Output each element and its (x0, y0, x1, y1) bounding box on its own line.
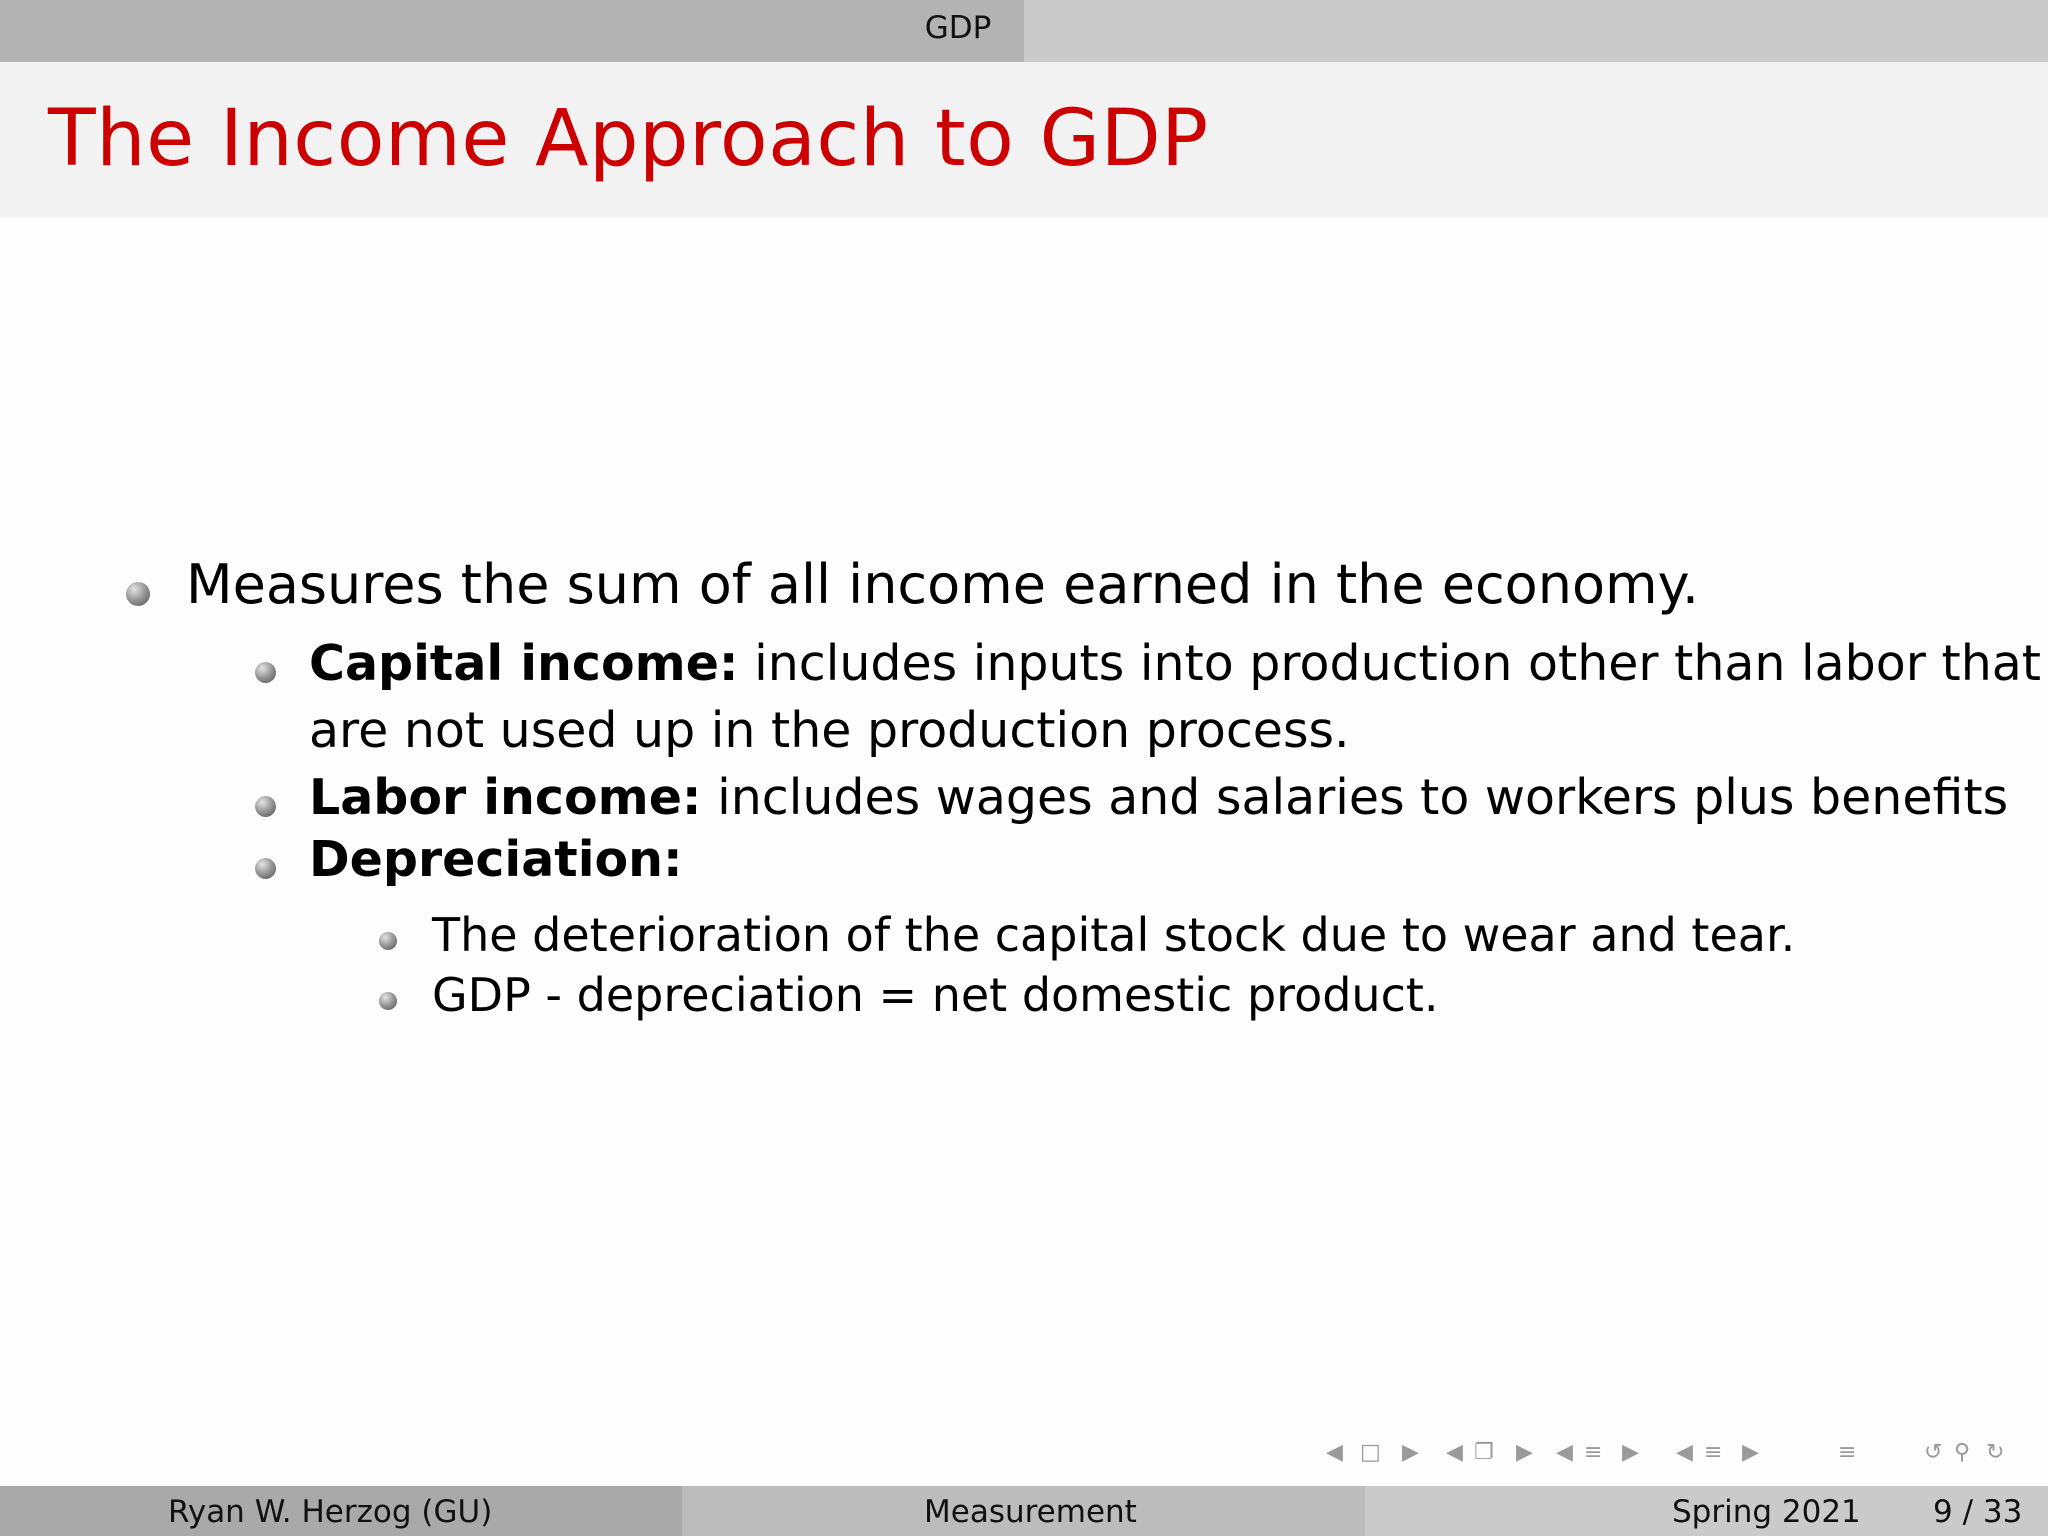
bullet-level2 (255, 796, 276, 817)
item-net-domestic-product: GDP - depreciation = net domestic product. (432, 968, 1439, 1022)
bullet-level3 (379, 932, 397, 950)
item-income-sum: Measures the sum of all income earned in the economy. (186, 553, 1700, 616)
nav-prev-subsection-icon[interactable]: ◀ (1446, 1440, 1463, 1465)
nav-toc-icon[interactable]: ≡ (1838, 1440, 1857, 1465)
footer-author: Ryan W. Herzog (GU) (168, 1494, 493, 1530)
item-labor-income (309, 769, 2009, 826)
nav-section-icon[interactable]: ≡ (1584, 1440, 1603, 1465)
item-capital-income (309, 635, 2041, 692)
bullet-level3 (379, 992, 397, 1010)
bullet-level1 (126, 582, 150, 606)
nav-next-subsection-icon[interactable]: ▶ (1516, 1440, 1533, 1465)
capital-income-text: includes inputs into production other than labor that (754, 635, 2041, 692)
frame-title: The Income Approach to GDP (48, 94, 1209, 184)
nav-prev-frame-icon[interactable]: ◀ (1326, 1440, 1343, 1465)
section-label-gdp[interactable]: GDP (924, 10, 992, 46)
footer-title: Measurement (924, 1494, 1137, 1530)
section-navigation-bar (0, 0, 2048, 62)
nav-next-frame-icon[interactable]: ▶ (1402, 1440, 1419, 1465)
nav-document-icon[interactable]: ≡ (1704, 1440, 1723, 1465)
footer-author-box (0, 1486, 682, 1536)
item-depreciation-definition: The deterioration of the capital stock due to wear and tear. (432, 908, 1796, 962)
nav-subsection-icon[interactable]: ❐ (1474, 1440, 1494, 1465)
labor-income-text: includes wages and salaries to workers plus benefits (717, 769, 2009, 826)
nav-undo-icon[interactable]: ↺ (1924, 1440, 1943, 1465)
labor-income-label: Labor income: (309, 769, 702, 826)
nav-next-section-icon[interactable]: ▶ (1622, 1440, 1639, 1465)
frame-title-band (0, 62, 2048, 218)
nav-frame-icon[interactable]: □ (1360, 1440, 1381, 1465)
footer-date: Spring 2021 (1672, 1494, 1861, 1530)
nav-next-document-icon[interactable]: ▶ (1742, 1440, 1759, 1465)
item-depreciation: Depreciation: (309, 831, 683, 888)
capital-income-continuation: are not used up in the production process. (309, 702, 1350, 759)
bullet-level2 (255, 858, 276, 879)
slide-content (0, 218, 2048, 1486)
nav-search-icon[interactable]: ⚲ (1954, 1440, 1971, 1465)
nav-prev-document-icon[interactable]: ◀ (1676, 1440, 1693, 1465)
footline (0, 1486, 2048, 1536)
nav-prev-section-icon[interactable]: ◀ (1556, 1440, 1573, 1465)
bullet-level2 (255, 662, 276, 683)
footer-date-box (1365, 1486, 2048, 1536)
nav-redo-icon[interactable]: ↻ (1986, 1440, 2005, 1465)
footer-title-box (682, 1486, 1365, 1536)
footer-page-number: 9 / 33 (1933, 1494, 2023, 1530)
capital-income-label: Capital income: (309, 635, 739, 692)
navigation-symbols (1320, 1440, 2040, 1470)
